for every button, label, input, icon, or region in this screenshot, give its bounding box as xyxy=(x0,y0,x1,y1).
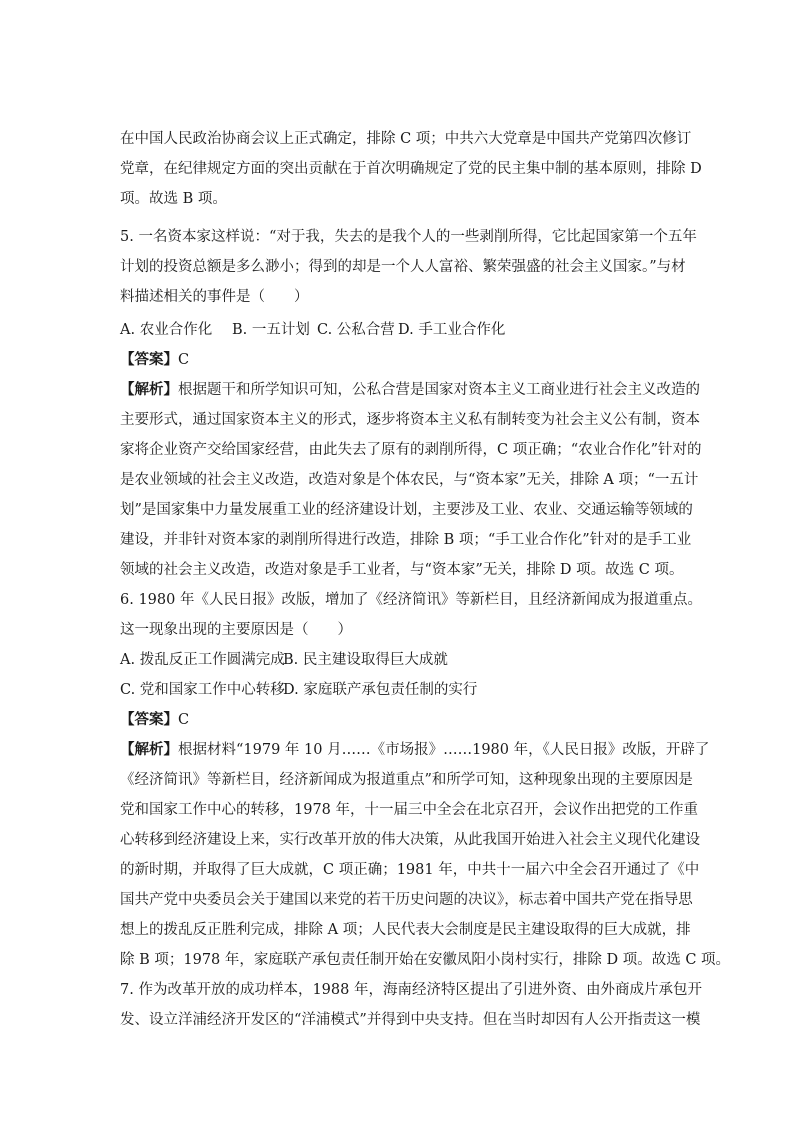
analysis-text: 根据题干和所学知识可知，公私合营是国家对资本主义工商业进行社会主义改造的 xyxy=(178,382,700,398)
q5-option-a: A. 农业合作化 xyxy=(120,322,213,338)
q4-analysis-line: 党章，在纪律规定方面的突出贡献在于首次明确规定了党的民主集中制的基本原则，排除 D xyxy=(120,161,702,177)
q6-analysis-line: 想上的拨乱反正胜利完成，排除 A 项；人民代表大会制度是民主建设取得的巨大成就，排 xyxy=(120,922,691,938)
q5-stem-line: 计划的投资总额是多么渺小；得到的却是一个人人富裕、繁荣强盛的社会主义国家。”与材 xyxy=(120,259,686,275)
answer-label: 【答案】 xyxy=(120,351,178,368)
q6-analysis-line: 《经济简讯》等新栏目，经济新闻成为报道重点”和所学可知，这种现象出现的主要原因是 xyxy=(120,772,693,788)
q6-option-d: D. 家庭联产承包责任制的实行 xyxy=(283,682,478,698)
q6-analysis-line xyxy=(120,739,710,761)
q5-analysis-line: 家将企业资产交给国家经营，由此失去了原有的剥削所得，C 项正确；“农业合作化”针对的 xyxy=(120,442,702,458)
q6-option-a: A. 拨乱反正工作圆满完成 xyxy=(120,652,285,668)
q5-analysis-line: 是农业领域的社会主义改造，改造对象是个体农民，与“资本家”无关，排除 A 项；“一五计 xyxy=(120,472,699,488)
answer-label: 【答案】 xyxy=(120,711,178,728)
analysis-label: 【解析】 xyxy=(120,381,178,398)
q4-analysis-line: 在中国人民政治协商会议上正式确定，排除 C 项；中共六大党章是中国共产党第四次修订 xyxy=(120,131,692,147)
q5-option-d: D. 手工业合作化 xyxy=(398,322,506,338)
q6-stem-line: 6. 1980 年《人民日报》改版，增加了《经济简讯》等新栏目，且经济新闻成为报道重点。 xyxy=(120,592,702,608)
q5-stem-line: 料描述相关的事件是（ ） xyxy=(120,289,309,305)
q5-analysis-line: 划”是国家集中力量发展重工业的经济建设计划，主要涉及工业、农业、交通运输等领域的 xyxy=(120,502,693,518)
q5-analysis-line: 领域的社会主义改造，改造对象是手工业者，与“资本家”无关，排除 D 项。故选 C 项。 xyxy=(120,562,684,578)
q6-analysis-line: 心转移到经济建设上来，实行改革开放的伟大决策，从此我国开始进入社会主义现代化建设 xyxy=(120,832,700,848)
q4-analysis-line: 项。故选 B 项。 xyxy=(120,191,227,207)
q5-analysis-line: 主要形式，通过国家资本主义的形式，逐步将资本主义私有制转变为社会主义公有制，资本 xyxy=(120,412,700,428)
q7-stem-line: 发、设立洋浦经济开发区的“洋浦模式”并得到中央支持。但在当时却因有人公开指责这一模 xyxy=(120,1012,701,1028)
q6-option-c: C. 党和国家工作中心转移 xyxy=(120,682,285,698)
analysis-label: 【解析】 xyxy=(120,741,178,758)
q6-analysis-line: 的新时期，并取得了巨大成就，C 项正确；1981 年，中共十一届六中全会召开通过了《中 xyxy=(120,862,700,878)
q5-analysis-line xyxy=(120,379,700,401)
q7-stem-line: 7. 作为改革开放的成功样本，1988 年，海南经济特区提出了引进外资、由外商成片承包开 xyxy=(120,982,702,998)
q6-option-b: B. 民主建设取得巨大成就 xyxy=(283,652,448,668)
q5-option-c: C. 公私合营 xyxy=(317,322,395,338)
answer-value: C xyxy=(178,712,190,728)
q5-stem-line: 5. 一名资本家这样说：“对于我，失去的是我个人的一些剥削所得，它比起国家第一个五年 xyxy=(120,229,697,245)
q5-analysis-line: 建设，并非针对资本家的剥削所得进行改造，排除 B 项；“手工业合作化”针对的是手工业 xyxy=(120,532,692,548)
answer-value: C xyxy=(178,352,190,368)
q6-analysis-line: 国共产党中央委员会关于建国以来党的若干历史问题的决议》，标志着中国共产党在指导思 xyxy=(120,892,693,908)
q5-answer xyxy=(120,349,189,371)
q6-answer xyxy=(120,709,189,731)
q6-analysis-line: 除 B 项；1978 年，家庭联产承包责任制开始在安徽凤阳小岗村实行，排除 D 项。故选 C 项。 xyxy=(120,952,731,968)
q6-analysis-line: 党和国家工作中心的转移，1978 年，十一届三中全会在北京召开，会议作出把党的工作重 xyxy=(120,802,699,818)
analysis-text: 根据材料“1979 年 10 月……《市场报》……1980 年，《人民日报》改版，开辟了 xyxy=(178,742,710,758)
q6-stem-line: 这一现象出现的主要原因是（ ） xyxy=(120,622,352,638)
q5-option-b: B. 一五计划 xyxy=(232,322,310,338)
